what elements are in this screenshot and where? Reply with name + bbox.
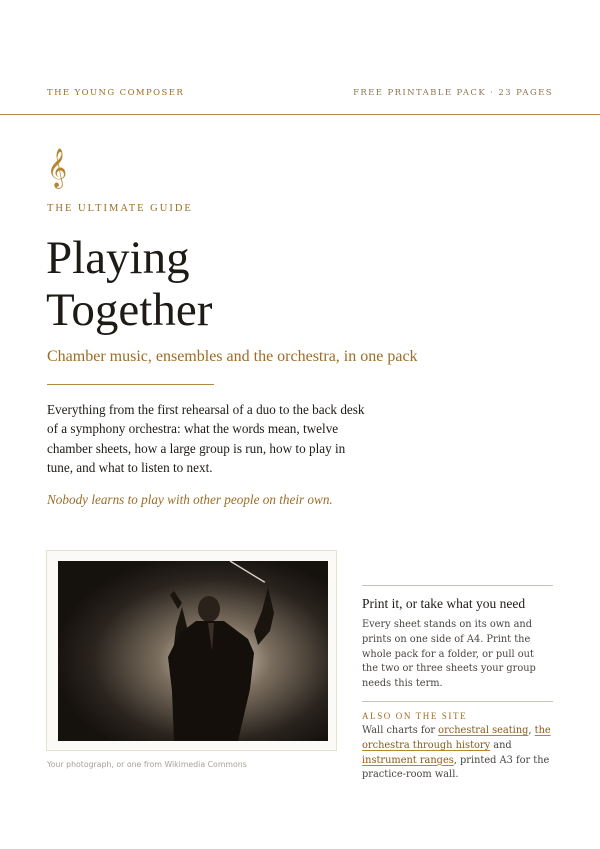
title-line-1: Playing	[46, 232, 190, 284]
photo-caption: Your photograph, or one from Wikimedia Commons	[47, 760, 247, 769]
sidebar-divider	[362, 701, 553, 702]
top-bar	[47, 88, 553, 100]
page-title	[46, 232, 346, 336]
wall-charts-prefix: Wall charts for	[362, 724, 439, 736]
instrument-ranges-link[interactable]: instrument ranges	[362, 754, 454, 766]
title-divider	[47, 384, 214, 385]
sidebar	[362, 585, 553, 783]
link-separator-and: and	[490, 739, 512, 751]
pack-meta: FREE PRINTABLE PACK · 23 PAGES	[353, 88, 553, 98]
title-line-2: Together	[46, 284, 213, 336]
photo-frame	[46, 550, 337, 751]
guide-kicker: THE ULTIMATE GUIDE	[47, 203, 193, 214]
treble-clef-icon: 𝄞	[47, 148, 68, 188]
conductor-photo	[58, 561, 328, 741]
sidebar-heading: Print it, or take what you need	[362, 596, 526, 611]
orchestra-history-link[interactable]: the orchestra through history	[362, 724, 551, 751]
also-on-site-label: ALSO ON THE SITE	[362, 710, 468, 721]
tagline: Nobody learns to play with other people on their own.	[47, 492, 333, 507]
page-subtitle: Chamber music, ensembles and the orchestra, in one pack	[47, 348, 418, 365]
intro-paragraph: Everything from the first rehearsal of a duo to the back desk of a symphony orchestra: what the words mean, twelve chamber sheets, how a large group is run, how to play in tune, and what to listen to next.	[47, 402, 365, 476]
orchestral-seating-link[interactable]: orchestral seating	[438, 724, 529, 736]
sidebar-body: Every sheet stands on its own and prints on one side of A4. Print the whole pack for a folder, or pull out the two or three sheets your group needs this term.	[362, 619, 536, 690]
sidebar-divider-top	[362, 585, 553, 586]
wall-charts-suffix: , printed A3 for the practice-room wall.	[362, 754, 550, 781]
link-separator: ,	[528, 724, 535, 736]
wall-charts-text	[362, 724, 553, 783]
header-divider	[0, 114, 600, 115]
brand-name[interactable]: THE YOUNG COMPOSER	[47, 88, 185, 98]
